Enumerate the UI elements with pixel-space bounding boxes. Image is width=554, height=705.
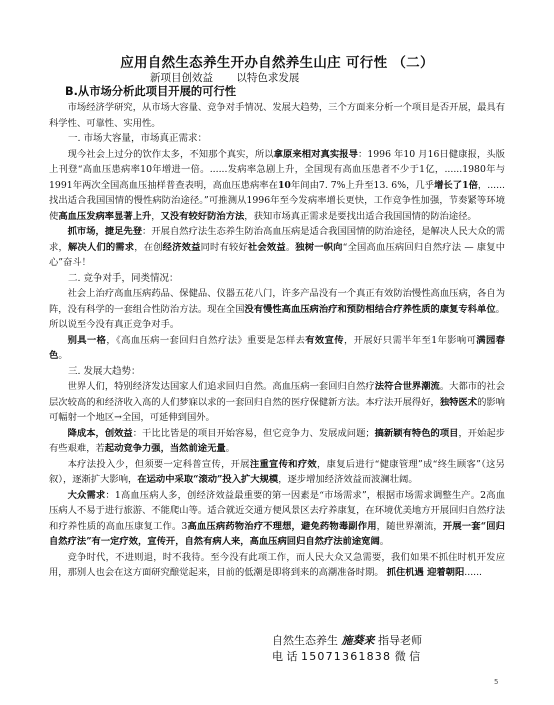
emphasis-text: 增长了1倍 bbox=[434, 179, 478, 191]
paragraph-text: 世界人们，特别经济发达国家人们追求回归自然。高血压病一套回归自然疗 bbox=[67, 381, 375, 392]
emphasis-text: 高血压发病率显著上升 bbox=[58, 210, 152, 222]
paragraph-text: 市场经济学研究，从市场大容量、竞争对手情况、发展大趋势，三个方面来分析一个项目是否开展，最具有科学性、可靠性、实用性。 bbox=[49, 102, 505, 129]
paragraph-text: ，开始起步有些艰难，若 bbox=[49, 427, 505, 454]
paragraph-text: ， bbox=[151, 210, 161, 222]
paragraph-text: 年间由7. 7%上升至13. 6%，几乎 bbox=[290, 179, 435, 191]
paragraph-text: 竞争时代，不进则退，时不我待。至今没有此项工作，而人民大众又急需要，我们如果不抓住时机开发应用，那别人也会在这方面研究酿觉起来，目前的低潮是即将到来的高潮准备时期。 bbox=[49, 551, 505, 578]
document-subtitle bbox=[150, 70, 319, 85]
signature-org: 自然生态养生 bbox=[272, 634, 338, 647]
emphasis-text: 经济效益 bbox=[162, 241, 201, 253]
body-paragraph bbox=[49, 550, 505, 581]
paragraph-text: ...... bbox=[464, 567, 483, 578]
paragraph-text: ：干比比皆是的项目开始容易，但它竞争力、发展成问题； bbox=[132, 427, 375, 439]
document-body bbox=[49, 84, 505, 581]
body-paragraph bbox=[49, 224, 505, 271]
body-paragraph bbox=[49, 379, 505, 426]
subsection-heading bbox=[49, 364, 505, 380]
emphasis-text: 解决人们的需求 bbox=[67, 241, 135, 253]
emphasis-text: 抓住机遇 迎着朝阳 bbox=[386, 567, 465, 578]
subsection-heading bbox=[49, 131, 505, 147]
emphasis-text: 又没有较好防治方法 bbox=[160, 210, 245, 222]
paragraph-text: ，《高血压病一套回归自然疗法》重要是怎样去 bbox=[106, 334, 306, 346]
paragraph-text: 本疗法投入少，但须要一定科普宣传，开展 bbox=[67, 458, 250, 470]
paragraph-text: ，开展好只需半年至1年影响可 bbox=[343, 334, 477, 346]
paragraph-text: 的影响可幅射一个地区→全国，可延伸到国外。 bbox=[49, 396, 505, 423]
wechat-label: 微 信 bbox=[394, 650, 421, 663]
signature-line-1 bbox=[272, 633, 422, 649]
signature-block bbox=[272, 633, 422, 665]
paragraph-text: 。 bbox=[285, 241, 296, 253]
emphasis-text: 社会效益 bbox=[247, 241, 286, 253]
signature-role: 指导老师 bbox=[378, 634, 422, 647]
document-title: 应用自然生态养生开办自然养生山庄 可行性 （二） bbox=[120, 55, 434, 71]
paragraph-text: ，随世界潮流， bbox=[376, 520, 443, 532]
paragraph-text: 一. 市场大容量，市场真正需求： bbox=[68, 133, 208, 144]
emphasis-text: 抓市场，捷足先登 bbox=[67, 226, 143, 237]
paragraph-text: ：1高血压病人多，创经济效益最重要的第一因素是“市场需求”，根据市场需求调整生产。2高血压病人不易于进行旅游、不能爬山等。适合就近交通方便风景区去疗养康复，在环境优美地方开展回归自然疗法和疗养性质的高血压康复工作。3 bbox=[49, 489, 505, 532]
emphasis-text: 没有慢性高血压病治疗和预防相结合疗养性质的康复专科单位 bbox=[244, 303, 496, 315]
body-paragraph bbox=[49, 457, 505, 488]
paragraph-text: 三. 发展大趋势： bbox=[68, 365, 141, 377]
paragraph-text: ：开展自然疗法生态养生防治高血压病是适合我国国情的防治途径，是解决人民大众的需求， bbox=[49, 226, 505, 253]
emphasis-text: 10 bbox=[277, 179, 291, 191]
signature-line-2 bbox=[272, 649, 422, 665]
subtitle-part-2: 以特色求发展 bbox=[236, 72, 300, 84]
paragraph-text: ，逐步增加经济效益而波澜壮阔。 bbox=[278, 474, 418, 485]
paragraph-text: 。大都市的社会层次较高的和经济收入高的人们梦寐以求的一套回归自然的医疗保健新方法。本疗法开展得好， bbox=[49, 381, 505, 408]
signature-name: 施葵来 bbox=[341, 634, 375, 647]
paragraph-text: “全国高血压病回归自然疗法 — 康复中心”奋斗！ bbox=[49, 241, 505, 268]
emphasis-text: 拿原来相对真实报导 bbox=[273, 148, 358, 160]
phone-number: 15071361838 bbox=[301, 650, 392, 663]
section-heading bbox=[65, 84, 505, 100]
paragraph-text: 。所以说至今没有真正竞争对手。 bbox=[49, 303, 505, 330]
emphasis-text: 别具一格 bbox=[67, 334, 107, 346]
subtitle-part-1: 新项目创效益 bbox=[150, 72, 213, 84]
paragraph-text: 社会上治疗高血压病药品、保健品、仪器五花八门，许多产品没有一个真正有效防治慢性高血压病，各自为阵，没有科学的一套组合性防治方法。现在全国 bbox=[49, 288, 505, 315]
body-paragraph bbox=[49, 286, 505, 333]
emphasis-text: 注重宣传和疗效 bbox=[249, 458, 318, 470]
emphasis-text: 有效宣传 bbox=[305, 334, 344, 346]
paragraph-text: 。 bbox=[225, 443, 235, 454]
paragraph-text: B.从市场分析此项目开展的可行性 bbox=[65, 85, 237, 98]
emphasis-text: 在运动中采取“滚动”投入扩大规模 bbox=[137, 474, 279, 485]
body-paragraph bbox=[49, 426, 505, 457]
paragraph-text: 现今社会上过分的饮作太多，不知那个真实，所以 bbox=[67, 148, 274, 160]
paragraph-text: ：1996 年10 月16日健康报，头版上刊登“高血压患病率10年增进一倍。......发病率急剧上升，全国现有高血压患者不少于1亿，......1980年与1991年两次全国高血压抽样普查表明，高血压患病率在 bbox=[49, 148, 505, 191]
body-paragraph bbox=[49, 100, 505, 131]
phone-label: 电 话 bbox=[272, 650, 298, 663]
paragraph-text: ，......找出适合我国国情的慢性病防治途径。”可推测从1996年至今发病率增长更快，工作竞争性加强，节奏紧等环境使 bbox=[49, 179, 505, 222]
body-paragraph bbox=[49, 147, 505, 225]
body-paragraph bbox=[49, 488, 505, 550]
emphasis-text: 大众需求 bbox=[67, 489, 106, 501]
body-paragraph bbox=[49, 333, 505, 364]
subsection-heading bbox=[49, 271, 505, 287]
paragraph-text: 同时有较好 bbox=[200, 241, 248, 253]
paragraph-text: ，在创 bbox=[134, 241, 163, 253]
paragraph-text: ，康复后进行“健康管理”成“终生顾客”（这另叙），逐渐扩大影响， bbox=[49, 458, 505, 485]
emphasis-text: 高血压病药物治疗不理想，避免药物毒副作用 bbox=[187, 520, 377, 532]
paragraph-text: 二. 竞争对手，同类情况： bbox=[68, 272, 179, 284]
emphasis-text: 独树一帜向 bbox=[295, 241, 343, 253]
emphasis-text: 搞新颖有特色的项目 bbox=[374, 427, 459, 439]
emphasis-text: 满园春色 bbox=[49, 334, 505, 361]
emphasis-text: 独特医术 bbox=[439, 396, 478, 408]
emphasis-text: 降成本，创效益 bbox=[67, 427, 133, 439]
emphasis-text: 法符合世界潮流 bbox=[374, 381, 440, 392]
page-number: 5 bbox=[494, 678, 499, 686]
paragraph-text: 。 bbox=[58, 350, 68, 361]
emphasis-text: 开展一套“回归自然疗法”有一定疗效，宣传开，自然有病人来，高血压病回归自然疗法前途宽阔 bbox=[49, 520, 505, 547]
emphasis-text: 起动竞争力强，当然前途无量 bbox=[104, 443, 226, 454]
paragraph-text: ，获知市场真正需求是要找出适合我国国情的防治途径。 bbox=[244, 210, 477, 222]
paragraph-text: 。 bbox=[379, 536, 390, 547]
